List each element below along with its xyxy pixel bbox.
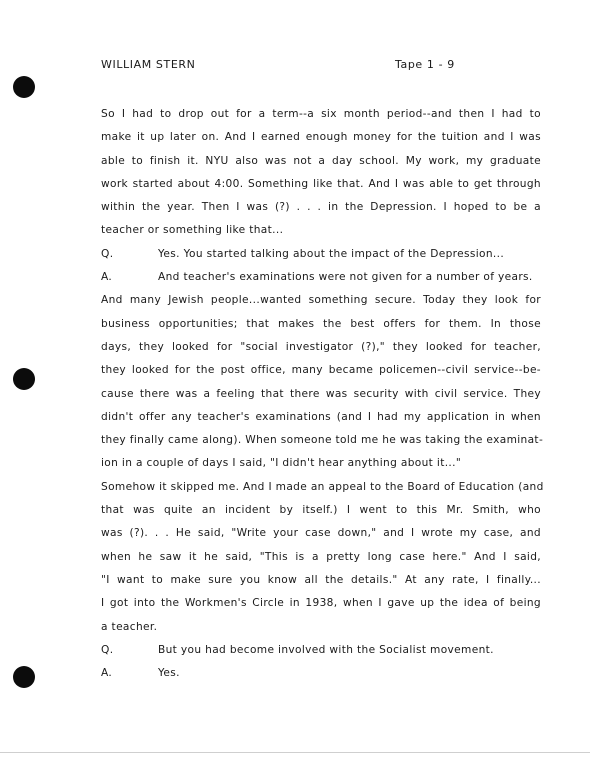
line-text: business opportunities; that makes the best offers for them. In those <box>101 317 541 330</box>
line-text: a teacher. <box>101 620 158 633</box>
line-text: within the year. Then I was (?) . . . in the Depression. I hoped to be a <box>101 201 541 214</box>
tape-page-label: Tape 1 - 9 <box>395 58 455 71</box>
transcript-line <box>101 173 541 196</box>
line-text: And teacher's examinations were not given for a number of years. <box>158 271 533 284</box>
transcript-line <box>101 359 541 382</box>
dialogue-line <box>101 639 541 662</box>
transcript-line <box>101 569 541 592</box>
speaker-label: A. <box>101 271 113 284</box>
transcript-line <box>101 522 541 545</box>
line-text: cause there was a feeling that there was security with civil service. They <box>101 387 541 400</box>
speaker-label: Q. <box>101 247 114 260</box>
transcript-line <box>101 616 541 639</box>
line-text: they looked for the post office, many became policemen--civil service--be- <box>101 364 541 377</box>
line-text: Somehow it skipped me. And I made an appeal to the Board of Education (and <box>101 480 544 493</box>
line-text: ion in a couple of days I said, "I didn't hear anything about it..." <box>101 457 462 470</box>
dialogue-line <box>101 243 541 266</box>
transcript-line <box>101 499 541 522</box>
page-bottom-edge <box>0 752 590 753</box>
line-text: days, they looked for "social investigator (?)," they looked for teacher, <box>101 340 541 353</box>
transcript-line <box>101 289 541 312</box>
line-text: was (?). . . He said, "Write your case down," and I wrote my case, and <box>101 527 541 540</box>
transcript-line <box>101 196 541 219</box>
transcript-line <box>101 219 541 242</box>
transcript-line <box>101 476 544 499</box>
transcript-body <box>101 103 544 685</box>
line-text: Yes. You started talking about the impact of the Depression... <box>158 247 505 260</box>
line-text: "I want to make sure you know all the details." At any rate, I finally... <box>101 573 541 586</box>
line-text: teacher or something like that... <box>101 224 284 237</box>
speaker-label: A. <box>101 667 113 680</box>
transcript-line <box>101 313 541 336</box>
line-text: But you had become involved with the Socialist movement. <box>158 643 494 656</box>
transcript-line <box>101 546 541 569</box>
line-text: Yes. <box>158 667 180 680</box>
line-text: they finally came along). When someone told me he was taking the examinat- <box>101 434 544 447</box>
line-text: work started about 4:00. Something like that. And I was able to get through <box>101 177 541 190</box>
punch-hole-middle <box>13 368 35 390</box>
interviewee-name: WILLIAM STERN <box>101 58 196 71</box>
line-text: I got into the Workmen's Circle in 1938, when I gave up the idea of being <box>101 597 541 610</box>
dialogue-line <box>101 662 541 685</box>
line-text: when he saw it he said, "This is a pretty long case here." And I said, <box>101 550 541 563</box>
transcript-line <box>101 383 541 406</box>
line-text: didn't offer any teacher's examinations (and I had my application in when <box>101 410 541 423</box>
transcript-line <box>101 592 541 615</box>
dialogue-line <box>101 266 541 289</box>
transcript-line <box>101 150 541 173</box>
transcript-line <box>101 429 544 452</box>
transcript-line <box>101 103 541 126</box>
transcript-line <box>101 406 541 429</box>
line-text: that was quite an incident by itself.) I went to this Mr. Smith, who <box>101 504 541 517</box>
transcript-line <box>101 452 541 475</box>
line-text: And many Jewish people...wanted something secure. Today they look for <box>101 294 541 307</box>
transcript-line <box>101 126 541 149</box>
punch-hole-top <box>13 76 35 98</box>
speaker-label: Q. <box>101 643 114 656</box>
line-text: able to finish it. NYU also was not a day school. My work, my graduate <box>101 154 541 167</box>
punch-hole-bottom <box>13 666 35 688</box>
transcript-line <box>101 336 541 359</box>
line-text: make it up later on. And I earned enough money for the tuition and I was <box>101 131 541 144</box>
line-text: So I had to drop out for a term--a six month period--and then I had to <box>101 108 541 120</box>
